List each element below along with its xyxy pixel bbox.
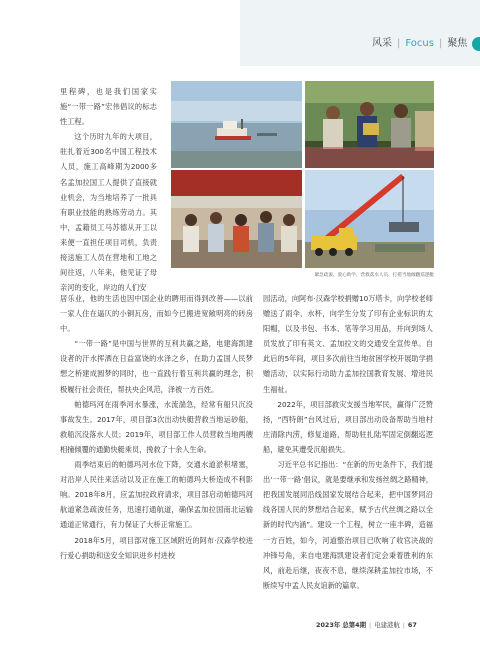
section-tab-marker [472,37,480,51]
body-paragraph: 园活动，向阿布·汉森学校捐赠10万塔卡，向学校老师赠送了雨伞、水杯，向学生分发了印有企业标识的太阳帽，以及书包、书本、笔等学习用品，并向到场人员发放了印有英文、孟加拉文的交通安全宣传单。自此后的5年间，项目多次前往当地贫困学校开展助学捐赠活动，以实际行动助力孟加拉国教育发展、增进民生福祉。 [263,294,433,394]
body-paragraph: 2018年5月，项目部对施工区域附近的阿布·汉森学校进行爱心捐助和送安全知识进乡村进校 [60,535,253,560]
narrow-text-column [60,84,157,295]
footer-divider: | [402,621,405,629]
footer-divider: | [369,621,372,629]
left-text-column [60,291,253,563]
body-paragraph: 帕德玛河在雨季河水暴涨，水流湍急，经常有船只沉没事故发生。2017年，项目部3次出动快艇营救当地运砂船，救船沉没落水人员；2019年，项目部工作人员营救当地两艘相撞倾覆的通勤快艇乘员，挽救了十余人生命。 [60,399,253,454]
issue-label: 2023年 总第4期 [316,621,367,629]
photo-crane-salvage [305,170,434,268]
section-header [372,37,467,51]
photo-community-group [171,170,302,268]
section-label-focus: 聚焦 [447,38,468,49]
body-paragraph: “一带一路”是中国与世界的互利共赢之路，电建海凯建设者的汗水挥洒在日益富饶的水泽之乡，在助力孟国人民梦想之桥建成圆梦的同时，也一直践行着互利共赢的理念，积极履行社会责任，帮扶央企风范，泽被一方百姓。 [60,339,253,394]
body-paragraph: 里程碑，也是我们国家实施“一带一路”宏伟倡议的标志性工程。 [60,87,157,127]
page-number: 67 [407,621,417,629]
header-band [240,0,480,66]
section-label-cn: 风采 [372,38,392,49]
page-footer [316,620,417,629]
photo-river-dredger [171,81,302,168]
photo-caption: 紧急疏浚、爱心助学、营救落水人员、打捞当地倾翻巡逻艇 [314,273,434,278]
header-divider: | [438,38,443,49]
right-text-column [263,291,433,593]
magazine-name: 电建港航 [374,621,400,629]
body-paragraph: 雨季结束后的帕德玛河水位下降，交通水道淤积堵塞，对沿岸人民往来活动以及正在施工的帕德玛大桥造成不利影响。2018年8月，应孟加拉政府请求，项目部启动帕德玛河航道紧急疏浚任务，迅速打通航道，确保孟加拉国南北运输通道正常通行，有力保证了大桥正常施工。 [60,460,253,530]
body-paragraph: 2022年，项目部救灾支援当地军民，赢得广泛赞扬，“西特朗”台风过后，项目部出动设备帮助当地村庄清除内涝，修复道路，帮助驻扎陆军固定倒翻巡逻船，避免其遭受沉船损失。 [263,399,433,454]
photo-school-donation [305,81,434,168]
section-label-en: Focus [405,38,434,49]
header-divider: | [397,38,401,49]
body-paragraph: 这个历时九年的大项目，驻扎着近300名中国工程技术人员，施工高峰期为2000多名孟加拉国工人提供了直接就业机会，为当地培养了一批具有职业技能的熟练劳动力。其中，孟籍员工马苏德从开工以来便一直担任项目司机，负责接送施工人员在营地和工地之间往返，八年来，他见证了母亲河的变化，岸边的人们安 [60,132,157,293]
body-paragraph: 习近平总书记指出：“在新的历史条件下，我们提出‘一带一路’倡议，就是要继承和发扬丝绸之路精神，把我国发展同沿线国家发展结合起来，把中国梦同沿线各国人民的梦想结合起来，赋予古代丝绸之路以全新的时代内涵”。建设一个工程，树立一座丰碑，造福一方百姓，如今，河道整治项目已吹响了收官决战的冲锋号角，来自电建海凯建设者们定会秉着胜利的东风，前赴后继，夜夜不息，继续深耕孟加拉市场，不断续写中孟人民友谊新的篇章。 [263,460,433,590]
body-paragraph: 居乐业，他的生活也因中国企业的聘用而得到改善——以前一家人住在逼仄的小铜瓦房，而如今已搬进宽敞明亮的砖房中。 [60,294,253,334]
